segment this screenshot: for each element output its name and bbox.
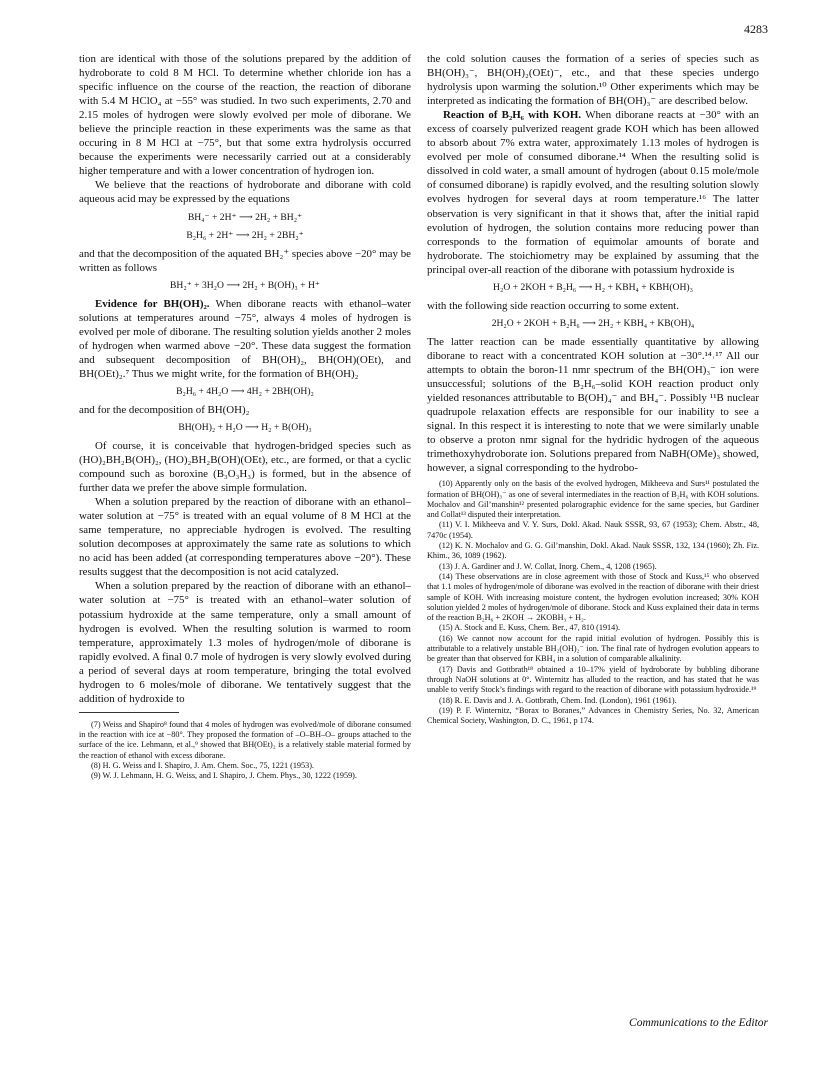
footnote: (19) P. F. Winternitz, “Borax to Boranes,” Advances in Chemistry Series, No. 32, American Chemical Society, Washington, D. C., 1961, p 174. [427,705,759,726]
paragraph: tion are identical with those of the solutions prepared by the addition of hydroborate to cold 8 M HCl. To determine whether chloride ion has a specific influence on the course of the reaction, the reaction of diborane with 5.4 M HClO₄ at −55° was studied. In two such experiments, 2.70 and 2.15 moles of hydrogen were slowly evolved per mole of diborane. We believe the principle reaction in these experiments was the same as that occuring in 8 M HCl at −75°, but that some extra hydrolysis occurred because the experiments were necessarily carried out at a considerably higher temperature and with a lower concentration of hydrogen ion. [79,53,411,178]
paragraph-with-heading [427,108,759,277]
footnote: (14) These observations are in close agreement with those of Stock and Kuss,¹⁵ who observed that 1.1 moles of hydrogen/mole of diborane was evolved in the reaction of diborane with their driest sample of KOH. With increasing moisture content, the hydrogen evolution increased; 30% KOH solution yielded 2 moles of hydrogen/mole of diborane. Stock and Kuss explained their data in terms of the reaction B₂H₆ + 2KOH → 2KOBH₃ + H₂. [427,571,759,623]
paragraph: and for the decomposition of BH(OH)₂ [79,403,250,416]
paragraph: the cold solution causes the formation of a series of species such as BH(OH)₃⁻, BH(OH)₂(OEt)⁻, etc., and that these species undergo hydrolysis upon warming the solution.¹⁰ Other experiments which may be interpreted as indicating the formation of BH(OH)₃⁻ are described below. [427,53,759,108]
right-column [427,52,759,726]
equation: B₂H₆ + 2H⁺ ⟶ 2H₂ + 2BH₂⁺ [186,229,304,241]
footnote: (16) We cannot now account for the rapid initial evolution of hydrogen. Possibly this is attributable to a relatively unstable BH₂(OH)₂⁻ ion. The final rate of hydrogen evolution appears to be greater than that observed for KBH₄ in a solution of comparable alkalinity. [427,633,759,664]
paragraph-with-heading [79,297,411,381]
footnote: (10) Apparently only on the basis of the evolved hydrogen, Mikheeva and Surs¹¹ postulated the formation of BH(OH)₃⁻ as one of several intermediates in the reaction of B₂H₆ with KOH solutions. Mochalov and Gil’manshin¹² presented polarographic evidence for the same species, but Gardiner and Collat¹³ disputed their interpretation. [427,479,759,520]
section-heading: Evidence for BH(OH)₂. [95,297,210,310]
equation: H₂O + 2KOH + B₂H₆ ⟶ H₂ + KBH₄ + KBH(OH)₃ [493,281,693,293]
paragraph-text: When diborane reacts with ethanol–water solutions at temperatures around −75°, always 4 moles of hydrogen is evolved per mole of diborane. The resulting solution yields another 2 moles of hydrogen when warmed above −20°. These data suggest the formation and subsequent decomposition of BH(OH)₂, BH(OH)(OEt), and BH(OEt)₂.⁷ Thus we might write, for the formation of BH(OH)₂ [79,297,411,380]
equation: BH₂⁺ + 3H₂O ⟶ 2H₂ + B(OH)₃ + H⁺ [170,279,320,291]
paragraph-text: When diborane reacts at −30° with an excess of coarsely pulverized reagent grade KOH which has been allowed to absorb about 7% extra water, approximately 1.13 moles of hydrogen is evolved per mole of consumed diborane.¹⁴ When the resulting solid is dissolved in cold water, a small amount of hydrogen (about 0.15 mole/mole of consumed diborane) is rapidly evolved, and the resulting solution slowly evolves hydrogen for several days at room temperature.¹⁶ The latter observation is very significant in that it shows that, after the initial rapid evolution of hydrogen, the solution contains more reducing power than corresponds to the formation of equimolar amounts of borate and hydroborate. The stoichiometry may be explained by assuming that the principal over-all reaction of the diborane with potassium hydroxide is [427,109,759,276]
paragraph: When a solution prepared by the reaction of diborane with an ethanol–water solution at −75° is treated with an equal volume of 8 M HCl at the same temperature, no appreciable hydrogen is evolved. The resulting solution decomposes at approximately the same rate as solutions to which no acid has been added (at corresponding temperatures above −20°). These results suggest that the decomposition is not acid catalyzed. [79,496,411,579]
footnote: (18) R. E. Davis and J. A. Gottbrath, Chem. Ind. (London), 1961 (1961). [439,695,677,705]
section-heading: Reaction of B₂H₆ with KOH. [443,109,582,122]
footnote: (9) W. J. Lehmann, H. G. Weiss, and I. Shapiro, J. Chem. Phys., 30, 1222 (1959). [91,771,357,781]
equation: BH(OH)₂ + H₂O ⟶ H₂ + B(OH)₃ [178,421,312,433]
footnote: (12) K. N. Mochalov and G. G. Gil’manshin, Dokl. Akad. Nauk SSSR, 132, 134 (1960); Zh. Fiz. Khim., 36, 1089 (1962). [427,541,759,561]
footnote: (13) J. A. Gardiner and J. W. Collat, Inorg. Chem., 4, 1208 (1965). [439,561,657,571]
equation: BH₄⁻ + 2H⁺ ⟶ 2H₂ + BH₂⁺ [187,211,303,223]
footnotes-left [79,720,411,782]
footnote-separator [79,712,179,716]
paragraph: The latter reaction can be made essentially quantitative by allowing diborane to react with a concentrated KOH solution at −30°.¹⁴˒¹⁷ All our attempts to obtain the boron-11 nmr spectrum of the BH(OH)₃⁻ ion were unsuccessful; solutions of the B₂H₆–solid KOH reaction product only yielded resonances attributable to B(OH)₄⁻ and BH₄⁻. Possibly ¹¹B nuclear quadrupole relaxation effects are responsible for our inability to see a signal. In this respect it is interesting to note that we were similarly unable to observe a proton nmr signal for the hydridic hydrogen of the aqueous trimethoxyhydroborate ion. Solutions prepared from NaBH(OMe)₃ showed, however, a signal corresponding to the hydrobo- [427,335,759,475]
footnote: (17) Davis and Gottbrath¹⁸ obtained a 10–17% yield of hydroborate by bubbling diborane through NaOH solutions at 0°. Winternitz has alluded to the reaction, and has stated that he was unable to verify Stock’s findings with regard to the reaction of diborane with potassium hydroxide.¹⁹ [427,664,759,695]
footnote: (7) Weiss and Shapiro⁸ found that 4 moles of hydrogen was evolved/mole of diborane consumed in the reaction with ice at −80°. They proposed the formation of –O–BH–O– groups attached to the surface of the ice. Lehmann, et al.,⁹ showed that BH(OEt)₂ is a relatively stable material formed by the reaction of ethanol with excess diborane. [79,719,411,760]
paragraph: Of course, it is conceivable that hydrogen-bridged species such as (HO)₂BH₂B(OH)₂, (HO)₂BH₂B(OH)(OEt), etc., are formed, or that a cyclic compound such as boroxine (B₃O₃H₃) is formed, but in the absence of further data we prefer the above simple formulation. [79,439,411,495]
footnote: (15) A. Stock and E. Kuss, Chem. Ber., 47, 810 (1914). [439,623,621,633]
footnote: (8) H. G. Weiss and I. Shapiro, J. Am. Chem. Soc., 75, 1221 (1953). [91,761,314,771]
paragraph: We believe that the reactions of hydroborate and diborane with cold aqueous acid may be expressed by the equations [79,179,411,206]
footnote: (11) V. I. Mikheeva and V. Y. Surs, Dokl. Akad. Nauk SSSR, 93, 67 (1953); Chem. Abstr., 48, 7470c (1954). [427,520,759,540]
equation: 2H₂O + 2KOH + B₂H₆ ⟶ 2H₂ + KBH₄ + KB(OH)₄ [491,317,695,329]
left-column [79,52,411,782]
paragraph: with the following side reaction occurring to some extent. [427,299,679,312]
paragraph: and that the decomposition of the aquated BH₂⁺ species above −20° may be written as follows [79,247,411,274]
page-number: 4283 [744,22,768,36]
journal-section-footer: Communications to the Editor [629,1017,768,1029]
footnotes-right [427,479,759,726]
equation: B₂H₆ + 4H₂O ⟶ 4H₂ + 2BH(OH)₂ [176,385,314,397]
paragraph: When a solution prepared by the reaction of diborane with an ethanol–water solution at −75° is treated with an ethanol–water solution of potassium hydroxide at the same temperature, only a small amount of hydrogen is evolved. When the resulting solution is warmed to room temperature, approximately 1.3 moles of hydrogen/mole of diborane is rapidly evolved. A final 0.7 mole of hydrogen is very slowly evolved during a period of several days at room temperature, bringing the total evolved hydrogen to 6 moles/mole of diborane. We tentatively suggest that the addition of hydroxide to [79,580,411,705]
